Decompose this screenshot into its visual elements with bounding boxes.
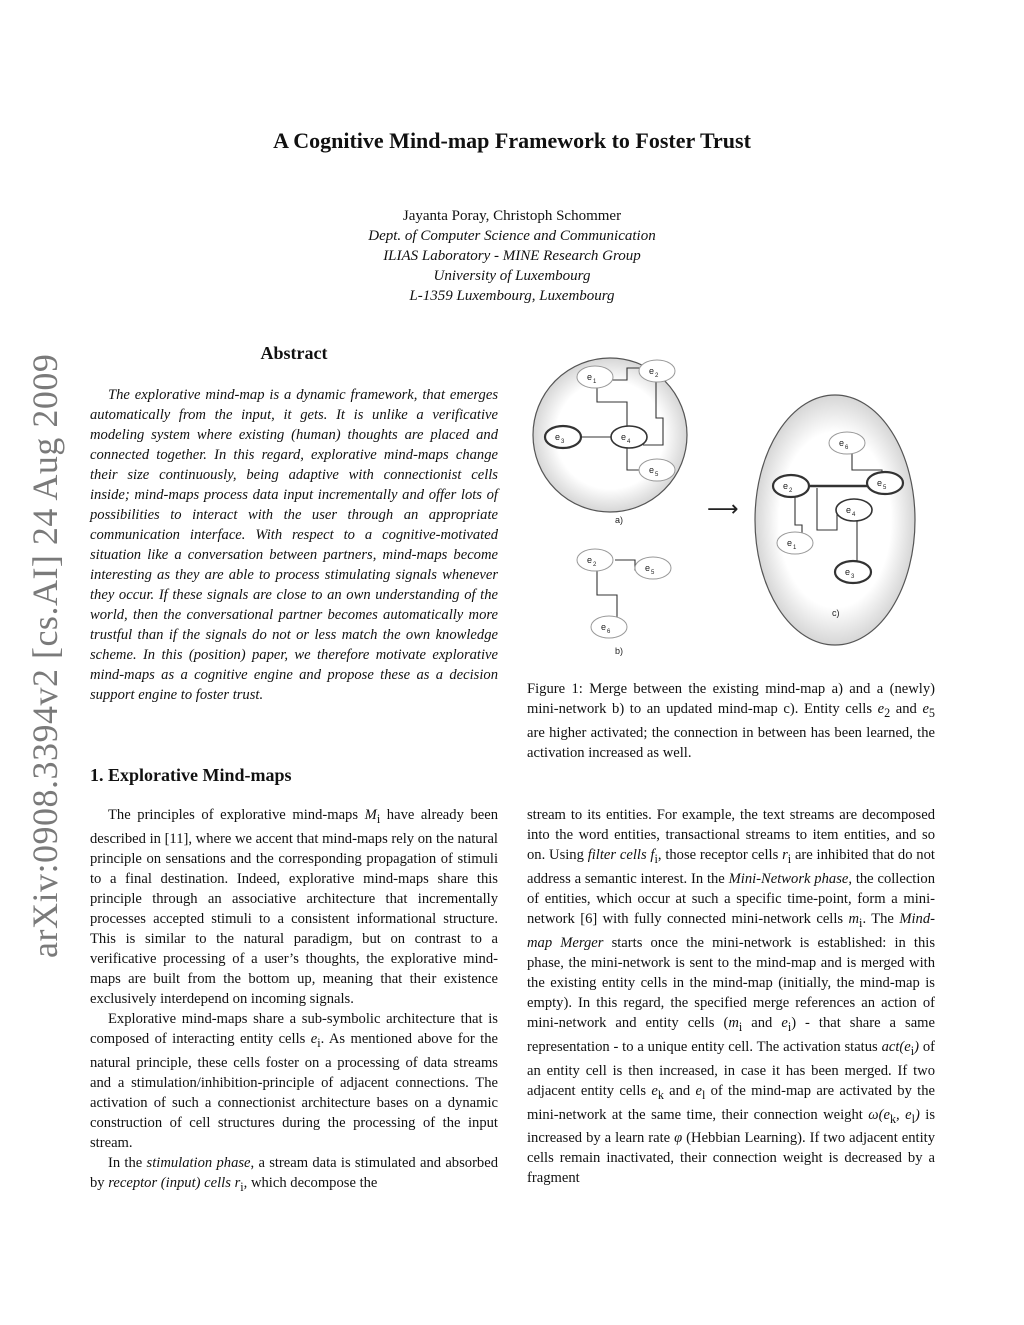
math-symbol: ) [914, 1106, 920, 1123]
affiliation-line: University of Luxembourg [433, 268, 591, 284]
svg-text:3: 3 [851, 574, 855, 580]
math-expression: ω(e [868, 1106, 890, 1123]
panel-label: a) [615, 515, 624, 525]
math-subscript: 5 [928, 705, 935, 720]
svg-text:4: 4 [852, 512, 856, 518]
mind-map-diagram [527, 340, 935, 670]
svg-text:e: e [845, 567, 851, 577]
right-column [527, 805, 935, 1188]
math-symbol: e [922, 701, 929, 717]
arxiv-identifier: arXiv:0908.3394v2 [cs.AI] 24 Aug 2009 [25, 353, 65, 958]
abstract-text: The explorative mind-map is a dynamic framework, that emerges automatically from the input, it gets. It is unlike a verificative modeling system where existing (human) thoughts are placed and connected together. In this regard, explorative mind-maps change their size continuously, being adaptive with connectionist cells inside; mind-maps process data input incrementally and offer lots of possibilities to interact with the user through an appropriate communication interface. With respect to a cognitive-motivated situation like a conversation between partners, mind-maps become interesting as they are able to process stimulating signals whenever they occur. If these signals are close to an own understanding of the world, then the conversational partner becomes automatically more trustful than if the signals do not or less match the own knowledge scheme. In this (position) paper, we therefore motivate explorative mind-maps as a cognitive engine and propose these as a decision support engine to foster trust. [90, 387, 498, 703]
svg-text:e: e [839, 438, 845, 448]
paper-title: A Cognitive Mind-map Framework to Foster Trust [273, 128, 751, 153]
paragraph: Explorative mind-maps share a sub-symbolic architecture that is composed of interacting entity cells $e_i$. As mentioned above for the natural principle, these cells foster on a processing of data streams and a stimulation/inhibition-principle of adjacent connections. The activation of such a connectionist architecture bases on a dynamic construction of cell structures during the processing of the input stream. [90, 1010, 498, 1151]
affiliation-line: ILIAS Laboratory - MINE Research Group [383, 248, 641, 264]
math-symbol: e [310, 1030, 318, 1047]
math-subscript: i [787, 1019, 792, 1034]
math-expression: act(e [881, 1038, 911, 1055]
author-block [0, 206, 1024, 306]
entity-cell [591, 616, 627, 638]
svg-text:e: e [783, 481, 789, 491]
svg-text:2: 2 [593, 562, 597, 568]
entity-cell [836, 499, 872, 521]
math-subscript: i [376, 811, 381, 826]
svg-text:e: e [587, 555, 593, 565]
entity-cell [577, 366, 613, 388]
svg-text:e: e [877, 478, 883, 488]
merge-arrow-icon: ⟶ [707, 497, 739, 522]
entity-cell [835, 561, 871, 583]
svg-text:3: 3 [561, 439, 565, 445]
affiliation-line: L-1359 Luxembourg, Luxembourg [409, 288, 615, 304]
math-subscript: k [889, 1111, 897, 1126]
svg-text:2: 2 [789, 488, 793, 494]
math-symbol: e [651, 1082, 658, 1099]
emphasis: stimulation phase [146, 1154, 251, 1171]
entity-cell [867, 472, 903, 494]
svg-text:1: 1 [593, 379, 597, 385]
entity-cell [545, 426, 581, 448]
math-subscript: l [911, 1111, 915, 1126]
math-symbol: e [877, 701, 885, 717]
panel-b-cells [577, 549, 671, 638]
emphasis: Mini-Network phase [728, 870, 849, 887]
svg-text:4: 4 [627, 439, 631, 445]
svg-text:e: e [555, 432, 561, 442]
entity-cell [577, 549, 613, 571]
math-symbol: f [650, 847, 655, 863]
entity-cell [777, 532, 813, 554]
svg-text:e: e [645, 563, 651, 573]
paragraph: The principles of explorative mind-maps $M_i$ have already been described in [11], where we accent that mind-maps rely on the natural principle on sensations and the corresponding propagation of stimuli to a final destination. Indeed, explorative mind-maps share this principle through an associative architecture that incrementally processes accepted stimuli to a consistent informational structure. This is similar to the natural paradigm, but on contrast to a verificative processing of a user’s thoughts, the explorative mind-maps are built from the bottom up, meaning that their existence exclusively interdepend on incoming signals. [90, 807, 499, 1007]
caption-text: and [895, 701, 917, 717]
svg-text:e: e [649, 366, 655, 376]
math-subscript: i [787, 851, 792, 866]
math-subscript: i [654, 851, 658, 866]
math-subscript: l [701, 1087, 706, 1102]
panel-label: b) [615, 646, 624, 656]
panel-label: c) [832, 608, 840, 618]
math-symbol: e [695, 1082, 702, 1099]
math-subscript: i [859, 915, 863, 930]
math-subscript: i [738, 1019, 743, 1034]
svg-text:e: e [587, 372, 593, 382]
svg-text:6: 6 [845, 445, 849, 451]
entity-cell [639, 459, 675, 481]
paragraph: In the stimulation phase, a stream data is stimulated and absorbed by receptor (input) cells $r_i$, which decompose the [90, 1154, 499, 1194]
math-symbol: m [848, 910, 860, 927]
svg-text:5: 5 [883, 485, 887, 491]
emphasis: Mind-map Merger [527, 910, 935, 951]
svg-text:6: 6 [607, 629, 611, 635]
math-symbol: M [364, 807, 377, 823]
entity-cell [773, 475, 809, 497]
entity-cell [635, 557, 671, 579]
math-symbol: , e [896, 1106, 912, 1123]
emphasis: filter cells [587, 847, 647, 863]
svg-text:e: e [601, 622, 607, 632]
math-subscript: 2 [884, 705, 891, 720]
math-symbol: φ [674, 1130, 683, 1147]
entity-cell [639, 360, 675, 382]
figure-caption [527, 679, 935, 763]
math-symbol: r [782, 847, 788, 863]
paragraph: stream to its entities. For example, the text streams are decomposed into the word entities, transactional streams to item entities, and so on. Using filter cells $f_i$, those receptor cells $r_i$ are inhibited that do not address a semantic interest. In the Mini-Network phase, the collection of entities, which occur at such a specific time-point, form a mini-network [6] with fully connected mini-network cells $m_i$. The Mind-map Merger starts once the mini-network is established: in this phase, the mini-network is sent to the mind-map and is merged with the existing entity cells in the mind-map (initially, the mind-map is empty). In this regard, the specified merge references an action of mini-network and entity cells ($m_i$ and $e_i$) - that share a same representation - to a unique entity cell. The activation status $act(e_i)$ of an entity cell is then increased, in case it has been merged. If two adjacent entity cells $e_k$ and $e_l$ of the mind-map are activated by the mini-network at the same time, their connection weight $\omega(e_k$, $e_l$) is increased by a learn rate φ (Hebbian Learning). If two adjacent entity cells remain inactivated, their connection weight is decreased by a fragment [527, 807, 936, 1187]
left-column [90, 805, 498, 1197]
entity-cell [829, 432, 865, 454]
entity-cell [611, 426, 647, 448]
svg-text:e: e [787, 538, 793, 548]
emphasis: receptor (input) cells [108, 1174, 231, 1191]
math-subscript: i [240, 1179, 244, 1194]
caption-text: Merge between the existing mind-map a) and a (newly) mini-network b) to an updated mind-map c). Entity cells [527, 681, 935, 717]
math-subscript: i [317, 1035, 321, 1050]
svg-text:2: 2 [655, 373, 659, 379]
svg-text:5: 5 [651, 570, 655, 576]
math-symbol: ) [914, 1038, 919, 1055]
math-symbol: m [728, 1014, 739, 1031]
math-subscript: i [910, 1043, 915, 1058]
svg-text:e: e [621, 432, 627, 442]
abstract-heading: Abstract [260, 343, 328, 363]
caption-text: are higher activated; the connection in between has been learned, the activation increased as well. [527, 724, 935, 761]
math-subscript: k [657, 1087, 664, 1102]
svg-text:1: 1 [793, 545, 797, 551]
svg-text:e: e [649, 465, 655, 475]
svg-text:e: e [846, 505, 852, 515]
affiliation-line: Dept. of Computer Science and Communication [368, 228, 656, 244]
section-heading: 1. Explorative Mind-maps [90, 765, 292, 785]
author-names: Jayanta Poray, Christoph Schommer [402, 208, 622, 224]
math-symbol: r [234, 1174, 241, 1191]
figure-1 [527, 340, 935, 670]
math-symbol: e [781, 1014, 788, 1031]
caption-label: Figure 1: [527, 681, 583, 697]
svg-text:5: 5 [655, 472, 659, 478]
